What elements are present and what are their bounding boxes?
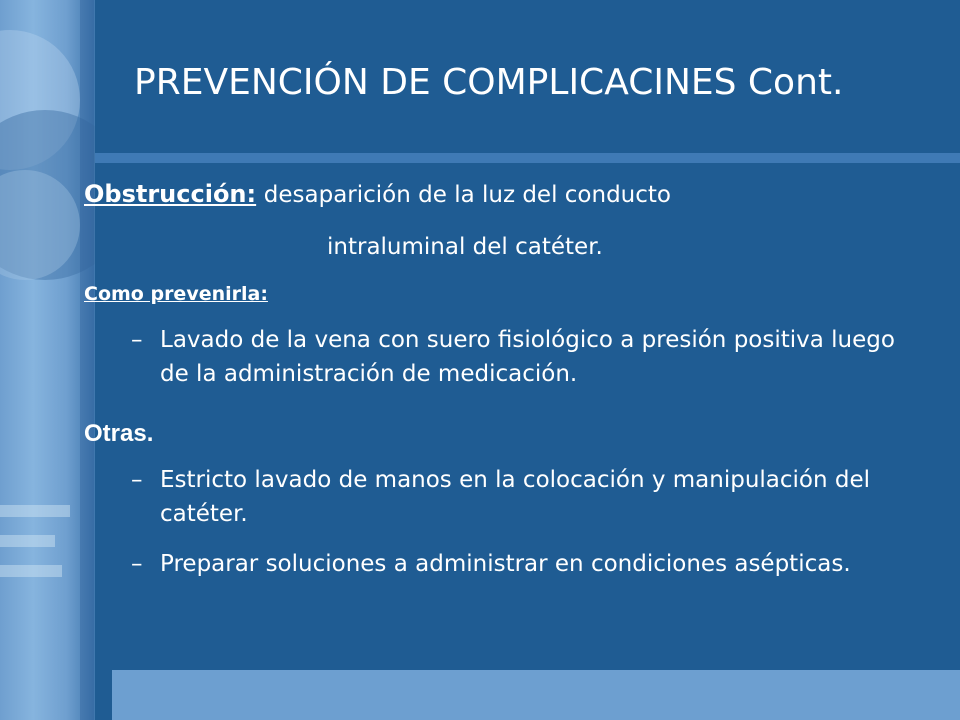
bullet-text: Estricto lavado de manos en la colocación y manipulación del catéter. [160,467,871,527]
title-divider [95,153,960,163]
others-heading: Otras. [84,420,154,447]
bottom-decorative-bar [112,670,960,720]
decorative-stripe [0,565,62,577]
bullet-item [131,323,931,391]
obstruction-definition-continued: intraluminal del catéter. [327,234,603,260]
bullet-dash: – [131,551,143,577]
bullet-item [131,547,931,581]
bullet-dash: – [131,327,143,353]
decorative-vertical-line [80,0,94,720]
obstruction-term: Obstrucción: [84,180,257,208]
bullet-text: Preparar soluciones a administrar en condiciones asépticas. [160,551,851,577]
obstruction-definition: desaparición de la luz del conducto [263,182,671,208]
obstruction-line [84,180,671,208]
slide-title: PREVENCIÓN DE COMPLICACINES Cont. [134,62,844,103]
prevention-heading: Como prevenirla: [84,283,268,305]
decorative-stripe [0,535,55,547]
bullet-dash: – [131,467,143,493]
bullet-text: Lavado de la vena con suero fisiológico a presión positiva luego de la administración de medicación. [160,327,895,387]
decorative-stripe [0,505,70,517]
bullet-item [131,463,931,531]
